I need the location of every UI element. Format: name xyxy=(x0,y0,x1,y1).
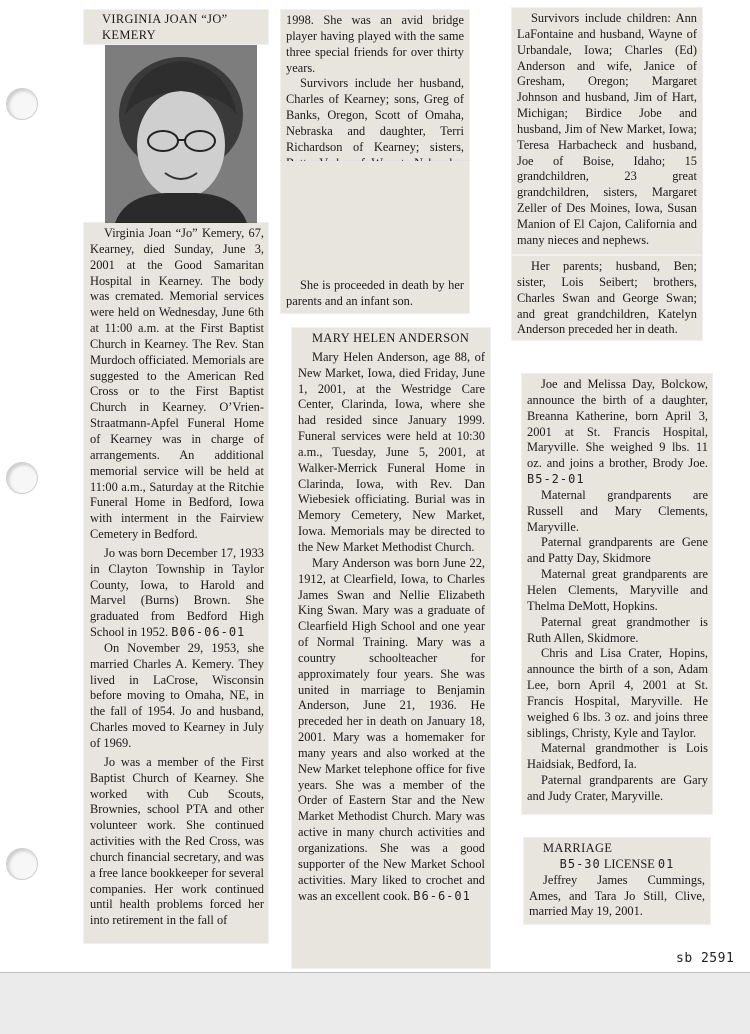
birth-paragraph: Paternal great grandmother is Ruth Allen, Skidmore. xyxy=(527,614,708,645)
binder-hole xyxy=(6,88,38,120)
anderson-paragraph: Survivors include children: Ann LaFontaine and husband, Wayne of Urbandale, Iowa; Charles (Ed) Anderson and wife, Janice of Gresham, Oregon; Margaret Johnson and husband, Jim of Hart, Michigan; Birdice Jobe and husband, Jim of New Market, Iowa; Teresa Harbacheck and husband, Joe of Boise, Idaho; 15 grandchildren, 23 great grandchildren, sisters, Margaret Zeller of Des Moines, Iowa, Susan Manion of El Cajon, California and many nieces and nephews. xyxy=(517,11,697,247)
birth-day-text: Joe and Melissa Day, Bolckow, announce the birth of a daughter, Breanna Katherine, born April 3, 2001 at St. Francis Hospital, Maryville. She weighed 9 lbs. 11 oz. and joins a brother, Brody Joe. xyxy=(527,377,708,471)
kemery-paragraph: Jo was a member of the First Baptist Church of Kearney. She worked with Cub Scouts, Brownies, school PTA and other volunteer work. She continued activities with the Red Cross, was church financial secretary, and was a free lance bookkeeper for several companies. Her work continued until health problems forced her into retirement in the fall of xyxy=(90,754,264,928)
birth-paragraph: Paternal grandparents are Gary and Judy Crater, Maryville. xyxy=(527,773,708,803)
anderson-paragraph: Mary Helen Anderson, age 88, of New Market, Iowa, died Friday, June 1, 2001, at the Westridge Care Center, Clarinda, Iowa, where she had resided since January 1999. Funeral services were held at 10:30 a.m., Tuesday, June 5, 2001, at Walker-Merrick Funeral Home in Clarinda, Iowa, with Rev. Dan Wiebesiek officiating. Burial was in Memory Cemetery, New Market, Iowa. Memorials may be directed to the New Market Methodist Church. xyxy=(298,349,485,554)
birth-paragraph: Maternal great grandparents are Helen Clements, Maryville and Thelma DeMott, Hopkins. xyxy=(527,567,708,613)
anderson-paragraph xyxy=(298,556,485,905)
marriage-subtitle: LICENSE xyxy=(603,856,655,871)
marriage-subtitle-line xyxy=(529,857,705,873)
page-bottom-band xyxy=(0,972,750,1034)
handwritten-date-note: B06-06-01 xyxy=(171,625,246,640)
kemery-title-line1: VIRGINIA JOAN “JO” xyxy=(102,12,228,26)
kemery-title-line2: KEMERY xyxy=(102,27,157,42)
anderson-title: MARY HELEN ANDERSON xyxy=(312,331,470,345)
anderson-paragraph: Her parents; husband, Ben; sister, Lois Seibert; brothers, Charles Swan and George Swan; and great grandchildren, Katelyn Anderson preceded her in death. xyxy=(517,259,697,337)
kemery-paragraph: 1998. She was an avid bridge player having played with the same three special friends for over thirty years. xyxy=(286,13,464,75)
marriage-text: Jeffrey James Cummings, Ames, and Tara Jo Still, Clive, married May 19, 2001. xyxy=(529,872,705,919)
kemery-continuation-clipping-2 xyxy=(281,161,469,313)
kemery-paragraph xyxy=(90,546,264,641)
kemery-paragraph: She is proceeded in death by her parents and an infant son. xyxy=(286,278,464,308)
kemery-birth-text: Jo was born December 17, 1933 in Clayton Township in Taylor County, Iowa, to Harold and Marvel (Burns) Brown. She graduated from Bedford High School in 1952. xyxy=(90,545,264,640)
handwritten-date-note: B5-30 xyxy=(559,856,601,871)
handwritten-date-note: B5-2-01 xyxy=(527,472,585,487)
binder-hole xyxy=(6,462,38,494)
binder-hole xyxy=(6,848,38,880)
anderson-survivors-clipping xyxy=(512,8,702,254)
birth-announcements-clipping xyxy=(522,374,712,814)
kemery-heading-clipping xyxy=(84,10,268,44)
birth-paragraph: Paternal grandparents are Gene and Patty Day, Skidmore xyxy=(527,535,708,566)
birth-paragraph: Maternal grandparents are Russell and Mary Clements, Maryville. xyxy=(527,487,708,534)
birth-paragraph xyxy=(527,377,708,488)
handwritten-date-note: 01 xyxy=(657,856,675,871)
anderson-life-text: Mary Anderson was born June 22, 1912, at Clearfield, Iowa, to Charles James Swan and Nellie Elizabeth King Swan. Mary was a graduate of Clearfield High School and one year of Normal Training. Mary was a country schoolteacher for approximately four years. She was united in marriage to Benjamin Anderson, June 21, 1936. He preceded her in death on January 18, 2001. Mary was a homemaker for many years and also worked at the New Market telephone office for five years. She was a member of the Order of Eastern Star and the New Market Methodist Church. Mary was active in many church activities and organizations. She was a good supporter of the New Market School activities. Mary liked to crochet and was an excellent cook. xyxy=(298,555,485,903)
anderson-obituary-clipping xyxy=(292,328,490,968)
marriage-title: MARRIAGE xyxy=(543,841,613,855)
marriage-license-clipping xyxy=(524,838,710,924)
birth-paragraph: Maternal grandmother is Lois Haidsiak, Bedford, Ia. xyxy=(527,741,708,772)
kemery-paragraph: Virginia Joan “Jo” Kemery, 67, Kearney, died Sunday, June 3, 2001 at the Good Samaritan Hospital in Kearney. The body was cremated. Memorial services were held on Wednesday, June 6th at 11:00 a.m. at the First Baptist Church in Kearney. The Rev. Stan Murdoch officiated. Memorials are suggested to the American Red Cross or to the First Baptist Church in Kearney. O’Vrien-Straatmann-Apfel Funeral Home of Kearney was in charge of arrangements. An additional memorial service will be held at 11:00 a.m., Saturday at the Ritchie Funeral Home in Bedford, Iowa with interment in the Fairview Cemetery in Bedford. xyxy=(90,226,264,542)
anderson-preceded-clipping xyxy=(512,256,702,340)
catalog-number: sb 2591 xyxy=(676,951,735,966)
handwritten-date-note: B6-6-01 xyxy=(413,888,471,903)
kemery-continuation-clipping xyxy=(281,10,469,160)
kemery-paragraph: Survivors include her husband, Charles of Kearney; sons, Greg of Banks, Oregon, Scott of Omaha, Nebraska and daughter, Terri Richardson of Kearney; sisters, xyxy=(286,76,464,154)
portrait-photo xyxy=(105,45,257,223)
kemery-paragraph: On November 29, 1953, she married Charles A. Kemery. They lived in LaCrose, Wisconsin before moving to Omaha, NE, in the fall of 1954. Jo and husband, Charles moved to Kearney in July of 1969. xyxy=(90,640,264,750)
portrait-image xyxy=(105,45,257,223)
kemery-obituary-body xyxy=(84,223,268,943)
birth-paragraph: Chris and Lisa Crater, Hopins, announce the birth of a son, Adam Lee, born April 4, 2001 at St. Francis Hospital, Maryville. He weighed 6 lbs. 3 oz. and joins three siblings, Christy, Kyle and Taylor. xyxy=(527,646,708,740)
